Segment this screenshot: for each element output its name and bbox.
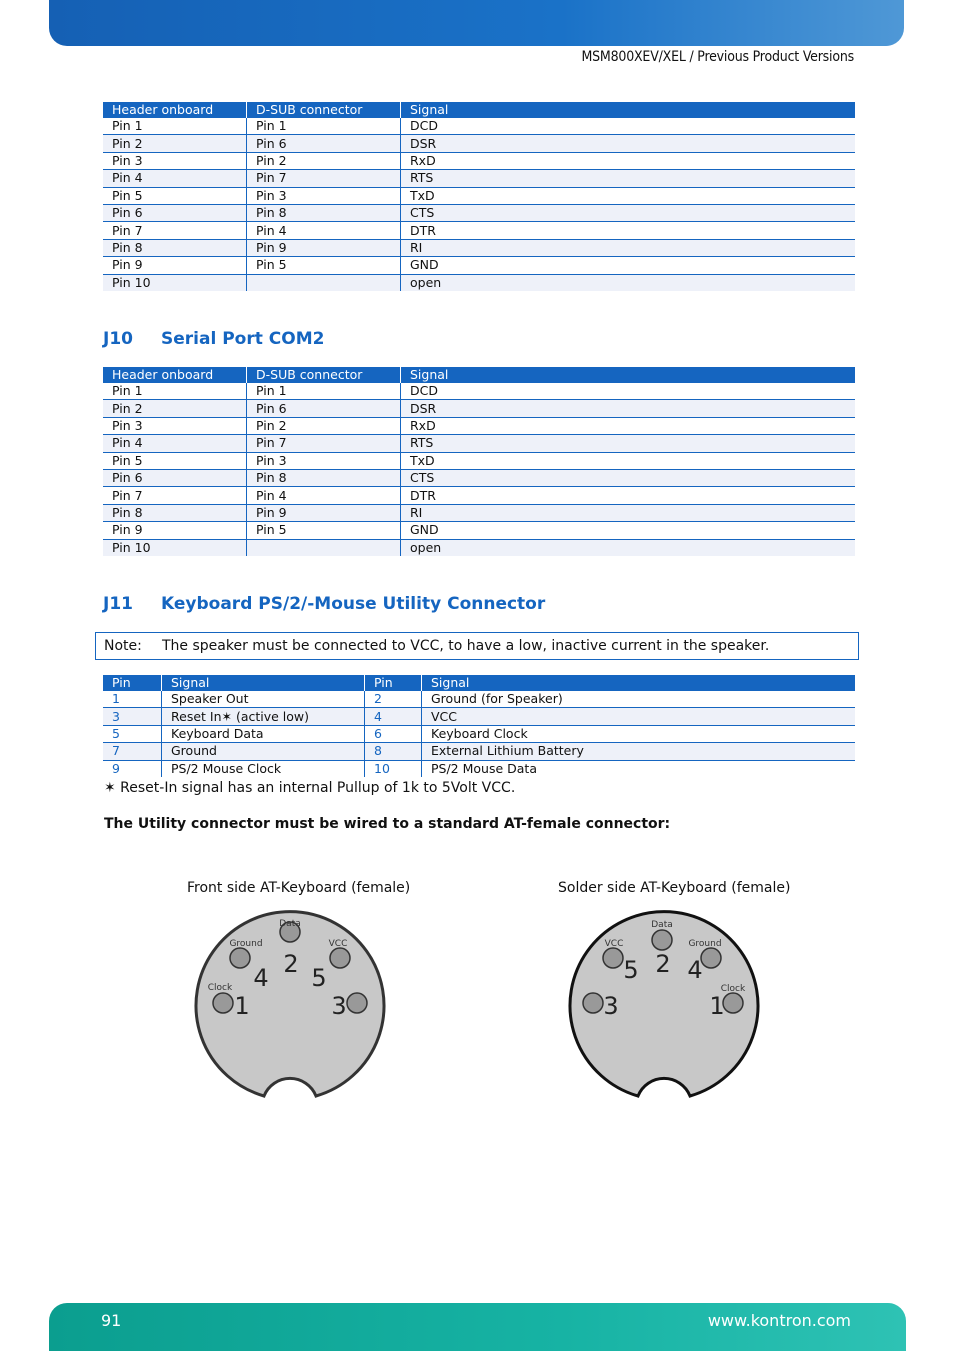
table-row bbox=[103, 274, 855, 291]
column-header: Pin bbox=[103, 675, 162, 691]
table-cell: TxD bbox=[401, 187, 856, 204]
table-cell: 9 bbox=[103, 760, 162, 777]
page-number: 91 bbox=[101, 1311, 122, 1330]
table-cell: Pin 5 bbox=[247, 257, 401, 274]
section-heading-j10 bbox=[103, 329, 324, 349]
table-cell: 3 bbox=[103, 708, 162, 725]
table-row bbox=[103, 691, 855, 708]
table-cell: Pin 9 bbox=[103, 257, 247, 274]
label-data: Data bbox=[279, 919, 301, 929]
table-cell: RTS bbox=[401, 170, 856, 187]
label-ground: Ground bbox=[688, 939, 722, 949]
table-cell: Ground (for Speaker) bbox=[422, 691, 856, 708]
label-vcc: VCC bbox=[328, 939, 348, 949]
table-row bbox=[103, 135, 855, 152]
table-header-row bbox=[103, 102, 855, 118]
table-cell: Pin 1 bbox=[247, 383, 401, 400]
table-cell: Pin 1 bbox=[103, 118, 247, 135]
table-cell: Pin 4 bbox=[103, 170, 247, 187]
pin-number: 4 bbox=[687, 956, 703, 984]
table-cell: 7 bbox=[103, 743, 162, 760]
label-clock: Clock bbox=[207, 983, 233, 993]
table-cell: DSR bbox=[401, 400, 856, 417]
table-cell: Pin 3 bbox=[103, 152, 247, 169]
solder-side-connector-diagram bbox=[566, 906, 762, 1102]
label-vcc: VCC bbox=[604, 939, 624, 949]
table-cell: Pin 6 bbox=[103, 469, 247, 486]
table-cell: open bbox=[401, 539, 856, 556]
table-cell: Pin 4 bbox=[247, 222, 401, 239]
table-cell: PS/2 Mouse Clock bbox=[162, 760, 365, 777]
pin-hole-vcc bbox=[330, 948, 350, 968]
table-cell: Pin 9 bbox=[103, 522, 247, 539]
table-cell: PS/2 Mouse Data bbox=[431, 760, 537, 776]
pin-hole-vcc bbox=[603, 948, 623, 968]
note-box bbox=[95, 632, 859, 660]
table-cell: RxD bbox=[401, 152, 856, 169]
section-number: J10 bbox=[103, 329, 133, 349]
table-cell: Pin 8 bbox=[103, 239, 247, 256]
table-cell: Pin 3 bbox=[103, 417, 247, 434]
table-cell: RxD bbox=[401, 417, 856, 434]
table-cell: 8 bbox=[365, 743, 422, 760]
table-row bbox=[103, 487, 855, 504]
table-cell: Pin 2 bbox=[247, 152, 401, 169]
table-cell: 10 bbox=[365, 760, 422, 777]
table-cell: Pin 8 bbox=[247, 204, 401, 221]
label-data: Data bbox=[651, 920, 673, 930]
column-header: Header onboard bbox=[103, 367, 247, 383]
section-title: Serial Port COM2 bbox=[161, 329, 325, 349]
table-cell: Pin 1 bbox=[247, 118, 401, 135]
pin-hole-ground bbox=[701, 948, 721, 968]
table-cell: Pin 2 bbox=[247, 417, 401, 434]
table-row bbox=[103, 400, 855, 417]
note-text: The speaker must be connected to VCC, to have a low, inactive current in the speaker. bbox=[162, 638, 770, 654]
com2-pin-table bbox=[103, 367, 855, 556]
table-cell: RI bbox=[401, 504, 856, 521]
table-cell: GND bbox=[401, 522, 856, 539]
table-row bbox=[103, 743, 855, 760]
table-cell bbox=[247, 274, 401, 291]
table-cell: Pin 7 bbox=[103, 222, 247, 239]
footer-banner bbox=[49, 1303, 906, 1351]
column-header: Signal bbox=[401, 102, 856, 118]
column-header: Signal bbox=[401, 367, 856, 383]
pin-hole-ground bbox=[230, 948, 250, 968]
table-row bbox=[103, 239, 855, 256]
table-row bbox=[103, 708, 855, 725]
table-cell: 5 bbox=[103, 725, 162, 742]
table-cell: DTR bbox=[401, 222, 856, 239]
table-cell: Reset In✶ (active low) bbox=[162, 708, 365, 725]
label-clock: Clock bbox=[720, 984, 746, 994]
table-cell: 4 bbox=[365, 708, 422, 725]
table-cell: Keyboard Data bbox=[162, 725, 365, 742]
column-header: D-SUB connector bbox=[247, 367, 401, 383]
pin-hole-clock bbox=[723, 993, 743, 1013]
pin-number: 2 bbox=[283, 950, 299, 978]
table-cell: Pin 9 bbox=[247, 239, 401, 256]
pin-number: 3 bbox=[603, 992, 619, 1020]
table-cell: Pin 6 bbox=[103, 204, 247, 221]
pin-number: 5 bbox=[623, 956, 639, 984]
j11-pin-table bbox=[103, 675, 855, 777]
column-header: Pin bbox=[365, 675, 422, 691]
table-cell: Pin 2 bbox=[103, 400, 247, 417]
column-header: Signal bbox=[422, 675, 856, 691]
column-header: Signal bbox=[162, 675, 365, 691]
table-row bbox=[103, 187, 855, 204]
table-cell: 1 bbox=[103, 691, 162, 708]
table-row bbox=[103, 522, 855, 539]
table-cell: Pin 8 bbox=[247, 469, 401, 486]
pin-number: 3 bbox=[331, 992, 347, 1020]
table-row bbox=[103, 222, 855, 239]
table-cell: Pin 4 bbox=[247, 487, 401, 504]
section-number: J11 bbox=[103, 594, 133, 614]
table-header-row bbox=[103, 675, 855, 691]
table-cell: External Lithium Battery bbox=[422, 743, 856, 760]
pin-hole-clock bbox=[213, 993, 233, 1013]
reset-footnote: ✶ Reset-In signal has an internal Pullup of 1k to 5Volt VCC. bbox=[104, 780, 516, 796]
table-cell: Ground bbox=[162, 743, 365, 760]
table-cell: Pin 5 bbox=[103, 452, 247, 469]
column-header: Header onboard bbox=[103, 102, 247, 118]
table-row bbox=[103, 435, 855, 452]
pin-number: 5 bbox=[311, 964, 327, 992]
table-row bbox=[103, 539, 855, 556]
table-cell: Pin 10 bbox=[103, 539, 247, 556]
table-cell: VCC bbox=[422, 708, 856, 725]
table-cell: RI bbox=[401, 239, 856, 256]
pin-number: 4 bbox=[253, 964, 269, 992]
pin-hole-right bbox=[347, 993, 367, 1013]
table-cell: Pin 9 bbox=[247, 504, 401, 521]
table-cell: DCD bbox=[401, 118, 856, 135]
table-row bbox=[103, 152, 855, 169]
website-link[interactable]: www.kontron.com bbox=[707, 1311, 851, 1330]
table-cell: Pin 5 bbox=[103, 187, 247, 204]
table-cell: Pin 10 bbox=[103, 274, 247, 291]
table-row bbox=[103, 760, 855, 777]
section-heading-j11 bbox=[103, 594, 545, 614]
table-cell: Keyboard Clock bbox=[422, 725, 856, 742]
table-cell: Pin 2 bbox=[103, 135, 247, 152]
table-cell: Speaker Out bbox=[162, 691, 365, 708]
table-cell: CTS bbox=[401, 204, 856, 221]
table-cell: Pin 6 bbox=[247, 400, 401, 417]
table-cell: DSR bbox=[401, 135, 856, 152]
table-row bbox=[103, 469, 855, 486]
table-cell: DCD bbox=[401, 383, 856, 400]
table-cell: GND bbox=[401, 257, 856, 274]
pin-number: 1 bbox=[234, 992, 250, 1020]
table-row bbox=[103, 383, 855, 400]
table-row bbox=[103, 452, 855, 469]
table-cell bbox=[247, 539, 401, 556]
table-cell: Pin 3 bbox=[247, 452, 401, 469]
pin-hole-data bbox=[652, 930, 672, 950]
table-cell: 2 bbox=[365, 691, 422, 708]
column-header: D-SUB connector bbox=[247, 102, 401, 118]
table-cell: DTR bbox=[401, 487, 856, 504]
table-row bbox=[103, 417, 855, 434]
table-row bbox=[103, 504, 855, 521]
note-label: Note: bbox=[104, 638, 142, 654]
table-cell: Pin 7 bbox=[103, 487, 247, 504]
label-ground: Ground bbox=[229, 939, 263, 949]
table-cell: TxD bbox=[401, 452, 856, 469]
table-row bbox=[103, 725, 855, 742]
table-header-row bbox=[103, 367, 855, 383]
com1-pin-table bbox=[103, 102, 855, 291]
pin-hole-left bbox=[583, 993, 603, 1013]
table-cell: open bbox=[401, 274, 856, 291]
table-cell: Pin 6 bbox=[247, 135, 401, 152]
table-row bbox=[103, 170, 855, 187]
table-cell: CTS bbox=[401, 469, 856, 486]
table-row bbox=[103, 204, 855, 221]
table-cell: RTS bbox=[401, 435, 856, 452]
table-cell: Pin 8 bbox=[103, 504, 247, 521]
front-side-connector-diagram bbox=[190, 906, 390, 1102]
table-cell: 6 bbox=[365, 725, 422, 742]
table-cell: Pin 3 bbox=[247, 187, 401, 204]
section-title: Keyboard PS/2/-Mouse Utility Connector bbox=[161, 594, 546, 614]
top-banner bbox=[49, 0, 904, 46]
table-cell: Pin 5 bbox=[247, 522, 401, 539]
pin-number: 1 bbox=[709, 992, 725, 1020]
table-cell: Pin 4 bbox=[103, 435, 247, 452]
table-cell: Pin 7 bbox=[247, 170, 401, 187]
table-row bbox=[103, 257, 855, 274]
pin-number: 2 bbox=[655, 950, 671, 978]
table-row bbox=[103, 118, 855, 135]
table-cell: Pin 1 bbox=[103, 383, 247, 400]
utility-connector-note: The Utility connector must be wired to a standard AT-female connector: bbox=[104, 816, 671, 832]
solder-side-caption: Solder side AT-Keyboard (female) bbox=[558, 880, 791, 896]
front-side-caption: Front side AT-Keyboard (female) bbox=[187, 880, 411, 896]
table-cell: Pin 7 bbox=[247, 435, 401, 452]
document-header-title: MSM800XEV/XEL / Previous Product Versions bbox=[581, 49, 854, 65]
